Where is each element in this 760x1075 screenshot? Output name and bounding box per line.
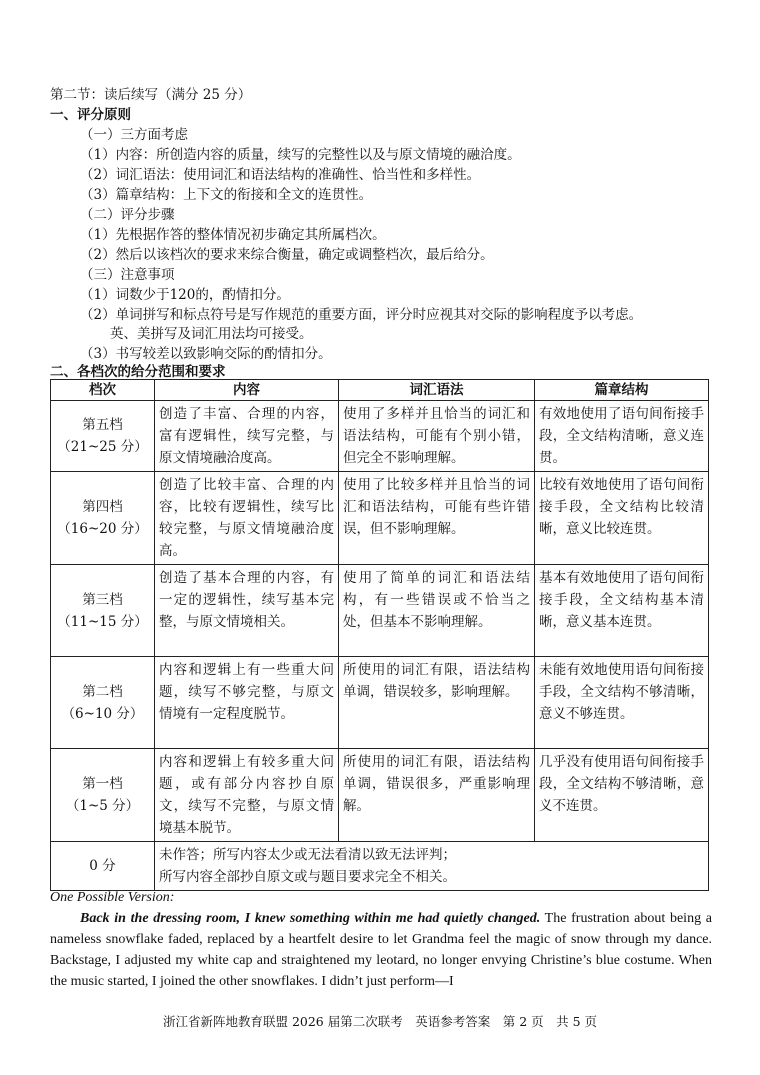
- grammar-cell: 使用了比较多样并且恰当的词汇和语法结构，可能有些许错误，但不影响理解。: [339, 472, 535, 565]
- version-label: One Possible Version:: [50, 890, 175, 905]
- structure-cell: 未能有效地使用语句间衔接手段，全文结构不够清晰，意义不够连贯。: [535, 657, 709, 749]
- note-item-continued: 英、美拼写及词汇用法均可接受。: [110, 326, 313, 342]
- zero-description-cell: [155, 842, 709, 891]
- table-header-row: [51, 380, 709, 401]
- content-cell: 内容和逻辑上有较多重大问题，或有部分内容抄自原文，续写不完整，与原文情境基本脱节。: [155, 749, 339, 842]
- aspect-item: （2）词汇语法：使用词汇和语法结构的准确性、恰当性和多样性。: [80, 167, 481, 183]
- note-item: （2）单词拼写和标点符号是写作规范的重要方面，评分时应视其对交际的影响程度予以考虑。: [80, 307, 643, 323]
- table-row-zero: [51, 842, 709, 891]
- level-name: 第一档: [82, 776, 123, 792]
- page-footer: 浙江省新阵地教育联盟 2026 届第二次联考 英语参考答案 第 2 页 共 5 页: [162, 1014, 598, 1029]
- structure-cell: 有效地使用了语句间衔接手段，全文结构清晰，意义连贯。: [535, 401, 709, 472]
- aspect-item: （3）篇章结构：上下文的衔接和全文的连贯性。: [80, 187, 373, 203]
- content-cell: 内容和逻辑上有一些重大问题，续写不够完整，与原文情境有一定程度脱节。: [155, 657, 339, 749]
- level-range: （11~15 分）: [57, 613, 148, 630]
- essay-body: The frustration about being a nameless snowflake faded, replaced by a heartfelt desire to let Grandma feel the magic of snow through my dance. Backstage, I adjusted my white cap and straightened my leotard, no longer envying Christine’s blue costume. When the music started, I joined the other snowflakes. I didn’t just perform—I: [50, 911, 712, 989]
- structure-cell: 几乎没有使用语句间衔接手段，全文结构不够清晰，意义不连贯。: [535, 749, 709, 842]
- grammar-cell: 所使用的词汇有限，语法结构单调，错误很多，严重影响理解。: [339, 749, 535, 842]
- subheading-steps: （二）评分步骤: [80, 207, 175, 223]
- note-item: （1）词数少于120的，酌情扣分。: [80, 287, 290, 303]
- essay-lead-sentence: Back in the dressing room, I knew something within me had quietly changed.: [80, 911, 541, 926]
- header-grammar: 词汇语法: [339, 380, 535, 401]
- level-cell: [51, 657, 155, 749]
- note-item: （3）书写较差以致影响交际的酌情扣分。: [80, 346, 332, 362]
- header-content: 内容: [155, 380, 339, 401]
- level-cell: 0 分: [51, 842, 155, 891]
- table-row: [51, 401, 709, 472]
- level-range: （6~10 分）: [61, 705, 144, 722]
- grammar-cell: 使用了多样并且恰当的词汇和语法结构，可能有个别小错，但完全不影响理解。: [339, 401, 535, 472]
- subheading-aspects: （一）三方面考虑: [80, 127, 188, 143]
- header-structure: 篇章结构: [535, 380, 709, 401]
- structure-cell: 基本有效地使用了语句间衔接手段，全文结构基本清晰，意义基本连贯。: [535, 565, 709, 657]
- levels-heading: 二、各档次的给分范围和要求: [50, 364, 226, 380]
- essay-paragraph: [50, 908, 712, 992]
- level-name: 第四档: [82, 499, 123, 515]
- content-cell: 创造了丰富、合理的内容，富有逻辑性，续写完整，与原文情境融洽度高。: [155, 401, 339, 472]
- principles-heading: 一、评分原则: [50, 107, 131, 123]
- subheading-notes: （三）注意事项: [80, 267, 175, 283]
- level-name: 第三档: [82, 591, 123, 608]
- level-range: （21~25 分）: [57, 439, 148, 455]
- structure-cell: 比较有效地使用了语句间衔接手段，全文结构比较清晰，意义比较连贯。: [535, 472, 709, 565]
- section-title: 第二节：读后续写（满分 25 分）: [50, 87, 252, 103]
- header-level: 档次: [51, 380, 155, 401]
- scoring-table: [50, 379, 709, 891]
- step-item: （2）然后以该档次的要求来综合衡量，确定或调整档次，最后给分。: [80, 247, 494, 263]
- content-cell: 创造了基本合理的内容，有一定的逻辑性，续写基本完整，与原文情境相关。: [155, 565, 339, 657]
- level-cell: [51, 565, 155, 657]
- aspect-item: （1）内容：所创造内容的质量，续写的完整性以及与原文情境的融洽度。: [80, 147, 521, 163]
- table-row: [51, 472, 709, 565]
- grammar-cell: 使用了简单的词汇和语法结构，有一些错误或不恰当之处，但基本不影响理解。: [339, 565, 535, 657]
- table-row: [51, 657, 709, 749]
- step-item: （1）先根据作答的整体情况初步确定其所属档次。: [80, 227, 386, 243]
- level-name: 第五档: [82, 417, 123, 433]
- table-row: [51, 749, 709, 842]
- zero-line: 所写内容全部抄自原文或与题目要求完全不相关。: [159, 869, 456, 885]
- content-cell: 创造了比较丰富、合理的内容，比较有逻辑性，续写比较完整，与原文情境融洽度高。: [155, 472, 339, 565]
- level-name: 第二档: [82, 683, 123, 700]
- table-row: [51, 565, 709, 657]
- level-cell: [51, 472, 155, 565]
- level-cell: [51, 749, 155, 842]
- level-cell: [51, 401, 155, 472]
- zero-line: 未作答；所写内容太少或无法看清以致无法评判；: [159, 847, 456, 863]
- grammar-cell: 所使用的词汇有限，语法结构单调，错误较多，影响理解。: [339, 657, 535, 749]
- level-range: （1~5 分）: [65, 798, 140, 814]
- level-range: （16~20 分）: [57, 521, 148, 537]
